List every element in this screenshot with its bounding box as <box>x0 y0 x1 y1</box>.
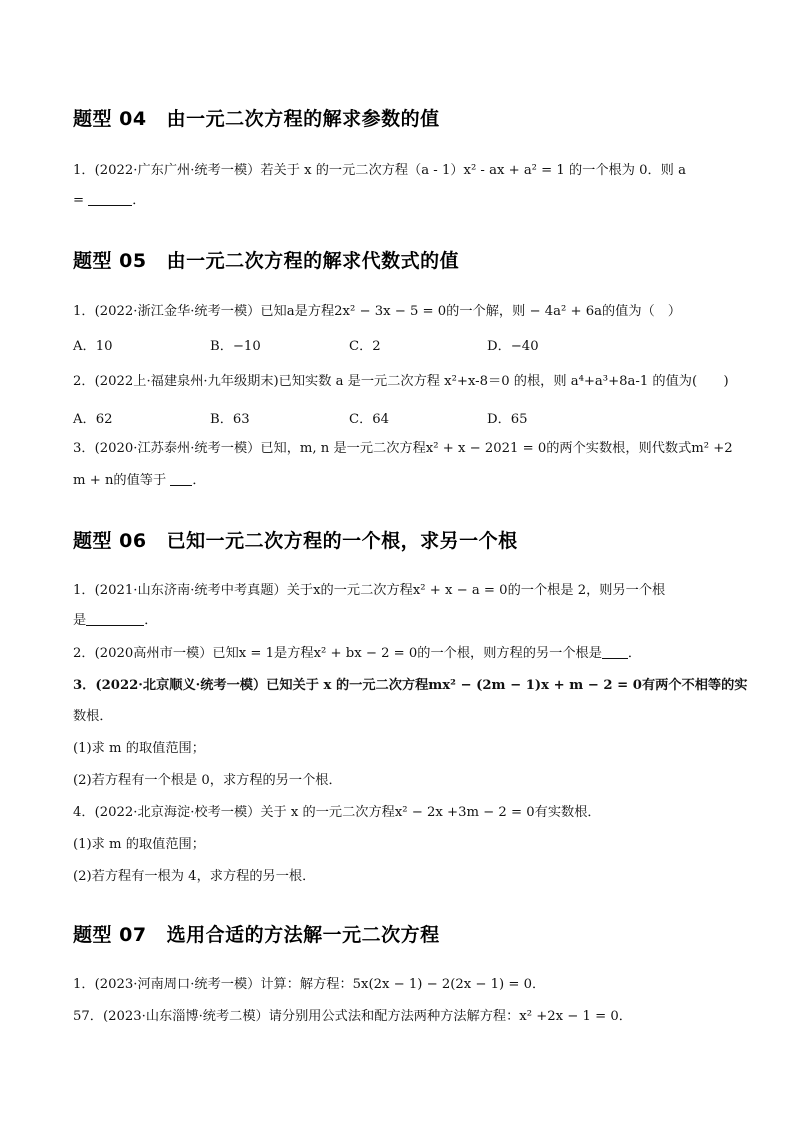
option-b: B．63 <box>210 412 250 427</box>
question-text: 1．(2023·河南周口·统考一模）计算：解方程：5x(2x − 1) − 2(2x − 1) = 0． <box>73 977 546 992</box>
question-text: 57．(2023·山东淄博·统考二模）请分别用公式法和配方法两种方法解方程：x² +2x − 1 = 0． <box>73 1009 632 1024</box>
question-text: 2．(2022上·福建泉州·九年级期末)已知实数 a 是一元二次方程 x²+x-8＝0 的根，则 a⁴+a³+8a-1 的值为( ) <box>73 374 729 389</box>
option-b: B．−10 <box>210 339 261 354</box>
option-a: A．62 <box>73 412 113 427</box>
section-title: 由一元二次方程的解求参数的值 <box>166 108 440 130</box>
answer-blank <box>170 485 192 486</box>
question-text: 3．(2020·江苏泰州·统考一模）已知，m, n 是一元二次方程x² + x − 2021 = 0的两个实数根，则代数式m² +2 <box>73 441 733 456</box>
question-text: m + n的值等于 <box>73 473 167 488</box>
answer-blank <box>86 625 144 626</box>
question-text: 是 <box>73 613 87 628</box>
answer-line: 是 ． <box>73 613 158 628</box>
section-heading-07 <box>73 920 440 947</box>
question-text: 1．(2021·山东济南·统考中考真题）关于x的一元二次方程x² + x − a = 0的一个根是 2，则另一个根 <box>73 583 666 598</box>
section-title: 已知一元二次方程的一个根，求另一个根 <box>166 530 518 552</box>
answer-blank <box>602 658 628 659</box>
question-text: 1．(2022·浙江金华·统考一模）已知a是方程2x² − 3x − 5 = 0的一个解，则 − 4a² + 6a的值为（ ） <box>73 304 682 319</box>
sub-question: (1)求 m 的取值范围； <box>73 837 205 852</box>
question-text: 3．(2022·北京顺义·统考一模）已知关于 x 的一元二次方程mx² − (2m − 1)x + m − 2 = 0有两个不相等的实 <box>73 678 748 693</box>
section-title: 由一元二次方程的解求代数式的值 <box>166 250 460 272</box>
section-heading-04 <box>73 104 440 131</box>
sub-question: (2)若方程有一根为 4，求方程的另一根． <box>73 869 316 884</box>
section-heading-05 <box>73 246 459 273</box>
sub-question: (2)若方程有一个根是 0，求方程的另一个根． <box>73 773 342 788</box>
section-title: 选用合适的方法解一元二次方程 <box>166 924 440 946</box>
option-d: D．−40 <box>487 339 539 354</box>
option-c: C．64 <box>349 412 390 427</box>
answer-line: 2．(2020高州市一模）已知x = 1是方程x² + bx − 2 = 0的一个根，则方程的另一个根是 ． <box>73 646 642 661</box>
option-a: A．10 <box>73 339 113 354</box>
section-number: 题型 07 <box>73 924 147 946</box>
question-text: 数根． <box>73 709 113 724</box>
question-text: 4．(2022·北京海淀·校考一模）关于 x 的一元二次方程x² − 2x +3m − 2 = 0有实数根． <box>73 805 601 820</box>
section-number: 题型 06 <box>73 530 147 552</box>
section-heading-06 <box>73 526 518 553</box>
answer-line: m + n的值等于 ． <box>73 473 206 488</box>
question-text: 1．(2022·广东广州·统考一模）若关于 x 的一元二次方程（a - 1）x² - ax + a² = 1 的一个根为 0．则 a <box>73 163 686 178</box>
answer-blank <box>88 205 132 206</box>
section-number: 题型 04 <box>73 108 147 130</box>
answer-line: = ． <box>73 193 146 208</box>
option-c: C．2 <box>349 339 381 354</box>
question-text: 2．(2020高州市一模）已知x = 1是方程x² + bx − 2 = 0的一个根，则方程的另一个根是 <box>73 646 602 661</box>
section-number: 题型 05 <box>73 250 147 272</box>
sub-question: (1)求 m 的取值范围； <box>73 741 205 756</box>
option-d: D．65 <box>487 412 528 427</box>
question-text: = <box>73 193 85 208</box>
